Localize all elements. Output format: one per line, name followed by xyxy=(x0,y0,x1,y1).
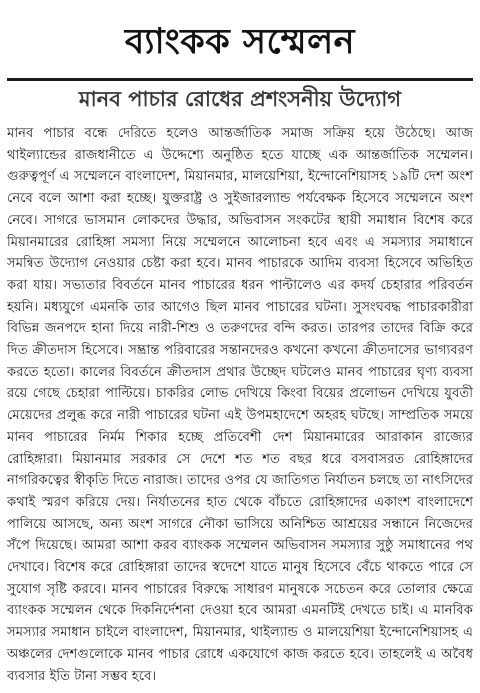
subheadline: মানব পাচার রোধের প্রশংসনীয় উদ্যোগ xyxy=(78,87,402,111)
article-body: মানব পাচার বন্ধে দেরিতে হলেও আন্তর্জাতিক সমাজ সক্রিয় হয়ে উঠেছে। আজ থাইল্যান্ডের রাজধানীতে এ উদ্দেশ্যে অনুষ্ঠিত হতে যাচ্ছে এক আন্তর্জাতিক সম্মেলন। গুরুত্বপূর্ণ এ সম্মেলনে বাংলাদেশ, মিয়ানমার, মালয়েশিয়া, ইন্দোনেশিয়াসহ ১৯টি দেশ অংশ নেবে বলে আশা করা হচ্ছে। যুক্তরাষ্ট্র ও সুইজারল্যান্ড পর্যবেক্ষক হিসেবে সম্মেলনে অংশ নেবে। সাগরে ভাসমান লোকদের উদ্ধার, অভিবাসন সংকটের স্থায়ী সমাধান বিশেষ করে মিয়ানমারের রোহিঙ্গা সমস্যা নিয়ে সম্মেলনে আলোচনা হবে এবং এ সমস্যার সমাধানে সমন্বিত উদ্যোগ নেওয়ার চেষ্টা করা হবে। মানব পাচারকে আদিম ব্যবসা হিসেবে অভিহিত করা যায়। সভ্যতার বিবর্তনে মানব পাচারের ধরন পাল্টালেও এর কদর্য চেহারার পরিবর্তন হয়নি। মধ্যযুগে এমনকি তার আগেও ছিল মানব পাচারের ঘটনা। সুসংঘবদ্ধ পাচারকারীরা বিভিন্ন জনপদে হানা দিয়ে নারী-শিশু ও তরুণদের বন্দি করত। তারপর তাদের বিক্রি করে দিত ক্রীতদাস হিসেবে। সম্ভ্রান্ত পরিবারের সন্তানদেরও কখনো কখনো ক্রীতদাসের ভাগ্যবরণ করতে হতো। কালের বিবর্তনে ক্রীতদাস প্রথার উচ্ছেদ ঘটলেও মানব পাচারের ঘৃণ্য ব্যবসা রয়ে গেছে চেহারা পাল্টিয়ে। চাকরির লোভ দেখিয়ে কিংবা বিয়ের প্রলোভন দেখিয়ে যুবতী মেয়েদের প্রলুব্ধ করে নারী পাচারের ঘটনা এই উপমহাদেশে অহরহ ঘটছে। সাম্প্রতিক সময়ে মানব পাচারের নির্মম শিকার হচ্ছে প্রতিবেশী দেশ মিয়ানমারের আরাকান রাজ্যের রোহিঙ্গারা। মিয়ানমার সরকার সে দেশে শত শত বছর ধরে বসবাসরত রোহিঙ্গাদের নাগরিকত্বের স্বীকৃতি দিতে নারাজ। তাদের ওপর যে জাতিগত নির্যাতন চলছে তা নাৎসিদের কথাই স্মরণ করিয়ে দেয়। নির্যাতনের হাত থেকে বাঁচতে রোহিঙ্গাদের একাংশ বাংলাদেশে পালিয়ে আসছে, অন্য অংশ সাগরে নৌকা ভাসিয়ে অনিশ্চিত আশ্রয়ের সন্ধানে নিজেদের সঁপে দিয়েছে। আমরা আশা করব ব্যাংকক সম্মেলন অভিবাসন সমস্যার সুষ্ঠু সমাধানের পথ দেখাবে। বিশেষ করে রোহিঙ্গারা তাদের স্বদেশে যাতে মানুষ হিসেবে বেঁচে থাকতে পারে সে সুযোগ সৃষ্টি করবে। মানব পাচারের বিরুদ্ধে সাধারণ মানুষকে সচেতন করে তোলার ক্ষেত্রে ব্যাংকক সম্মেলন থেকে দিকনির্দেশনা দেওয়া হবে আমরা এমনটিই দেখতে চাই। এ মানবিক সমস্যার সমাধান চাইলে বাংলাদেশ, মিয়ানমার, থাইল্যান্ড ও মালয়েশিয়া ইন্দোনেশিয়াসহ এ অঞ্চলের দেশগুলোকে মানব পাচার রোধে একযোগে কাজ করতে হবে। তাহলেই এ অবৈধ ব্যবসার ইতি টানা সম্ভব হবে। xyxy=(7,126,473,684)
headline: ব্যাংকক সম্মেলন xyxy=(124,22,356,62)
